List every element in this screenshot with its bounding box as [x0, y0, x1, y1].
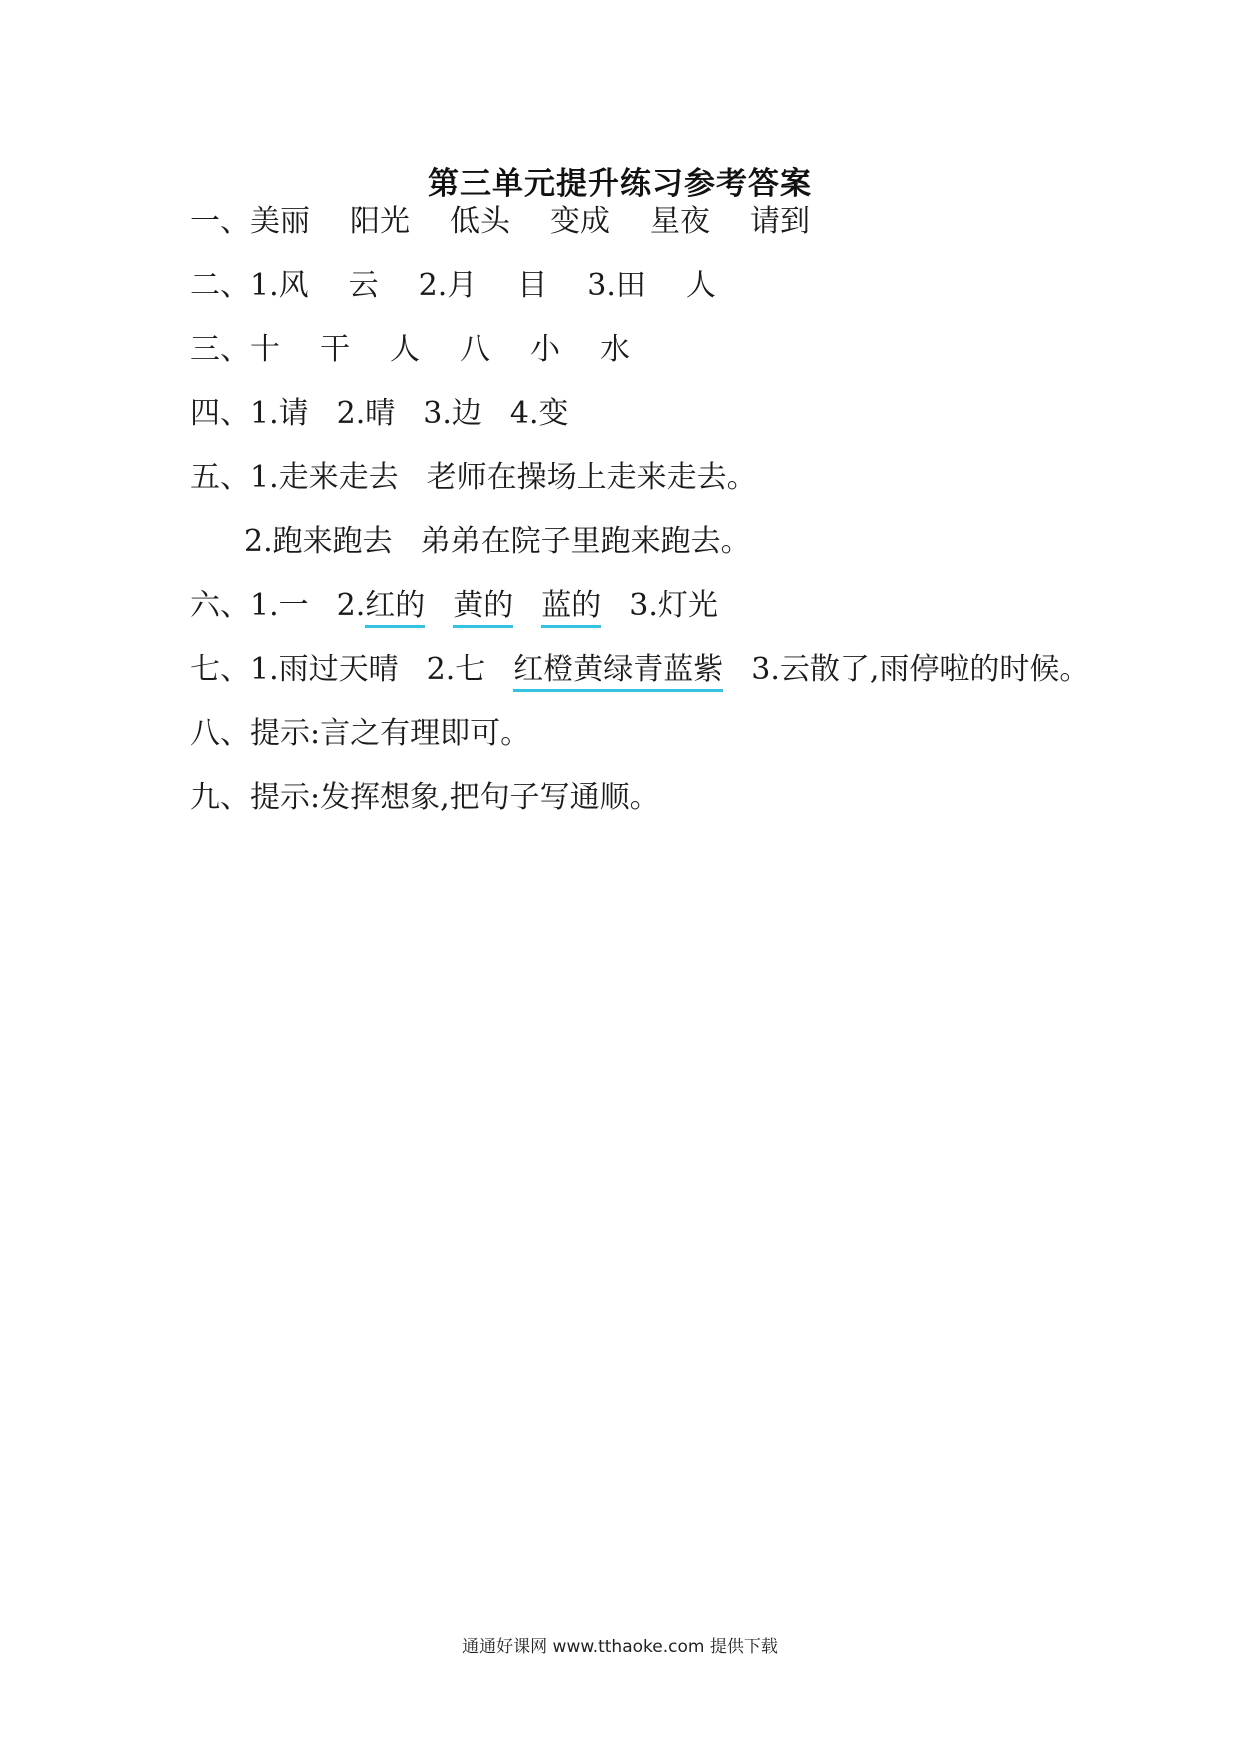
q3-item: 人 — [390, 332, 420, 367]
q2-item: 云 — [348, 268, 379, 303]
q8-text: 提示:言之有理即可。 — [250, 716, 531, 751]
q4-item: 1.请 — [250, 396, 309, 431]
q1-item: 变成 — [550, 204, 610, 239]
page-title: 第三单元提升练习参考答案 — [428, 166, 812, 202]
q4-item: 3.边 — [423, 396, 482, 431]
q2-item: 目 — [517, 268, 548, 303]
q5-sentence: 老师在操场上走来走去。 — [426, 460, 757, 495]
q4-label: 四、 — [190, 396, 250, 431]
q5-word: 2.跑来跑去 — [244, 524, 393, 559]
q3-item: 干 — [320, 332, 350, 367]
q1-item: 请到 — [750, 204, 810, 239]
answer-q1 — [190, 202, 810, 242]
q4-item: 2.晴 — [336, 396, 396, 431]
q2-label: 二、 — [190, 268, 250, 303]
q5-word: 1.走来走去 — [250, 460, 399, 495]
q4-item: 4.变 — [509, 396, 569, 431]
q1-label: 一、 — [190, 204, 250, 239]
page-footer: 通通好课网 www.tthaoke.com 提供下载 — [462, 1637, 778, 1657]
q7-label: 七、 — [190, 652, 250, 687]
answer-q4 — [190, 394, 597, 434]
q2-item: 1.风 — [250, 268, 309, 303]
answer-q7 — [190, 650, 1089, 692]
q1-item: 阳光 — [350, 204, 410, 239]
q7-answer-2-prefix: 2.七 — [426, 652, 486, 687]
q6-answer-2-prefix: 2. — [336, 588, 366, 623]
q3-item: 十 — [250, 332, 280, 367]
q6-underlined-word: 黄的 — [453, 588, 513, 628]
q1-item: 星夜 — [650, 204, 710, 239]
q7-underlined-colors: 红橙黄绿青蓝紫 — [513, 652, 723, 692]
q7-answer-1: 1.雨过天晴 — [250, 652, 399, 687]
q3-item: 八 — [460, 332, 490, 367]
q3-label: 三、 — [190, 332, 250, 367]
q2-item: 人 — [685, 268, 716, 303]
q9-text: 提示:发挥想象,把句子写通顺。 — [250, 780, 660, 815]
q6-answer-3: 3.灯光 — [629, 588, 718, 623]
answer-q5-line2 — [244, 522, 751, 562]
q1-item: 低头 — [450, 204, 510, 239]
q6-answer-1: 1.一 — [250, 588, 309, 623]
answer-q8 — [190, 714, 530, 754]
answer-q3 — [190, 330, 630, 370]
q7-answer-3: 3.云散了,雨停啦的时候。 — [751, 652, 1090, 687]
answer-q9 — [190, 778, 660, 818]
q5-sentence: 弟弟在院子里跑来跑去。 — [420, 524, 751, 559]
q6-underlined-word: 红的 — [365, 588, 425, 628]
q2-item: 2.月 — [418, 268, 478, 303]
answer-q5-line1 — [190, 458, 757, 498]
q1-item: 美丽 — [250, 204, 310, 239]
q5-label: 五、 — [190, 460, 250, 495]
q9-label: 九、 — [190, 780, 250, 815]
answer-q6 — [190, 586, 718, 628]
q2-item: 3.田 — [587, 268, 646, 303]
q6-underlined-word: 蓝的 — [541, 588, 601, 628]
q3-item: 小 — [530, 332, 560, 367]
q3-item: 水 — [600, 332, 630, 367]
answer-q2 — [190, 266, 716, 306]
q6-label: 六、 — [190, 588, 250, 623]
q8-label: 八、 — [190, 716, 250, 751]
